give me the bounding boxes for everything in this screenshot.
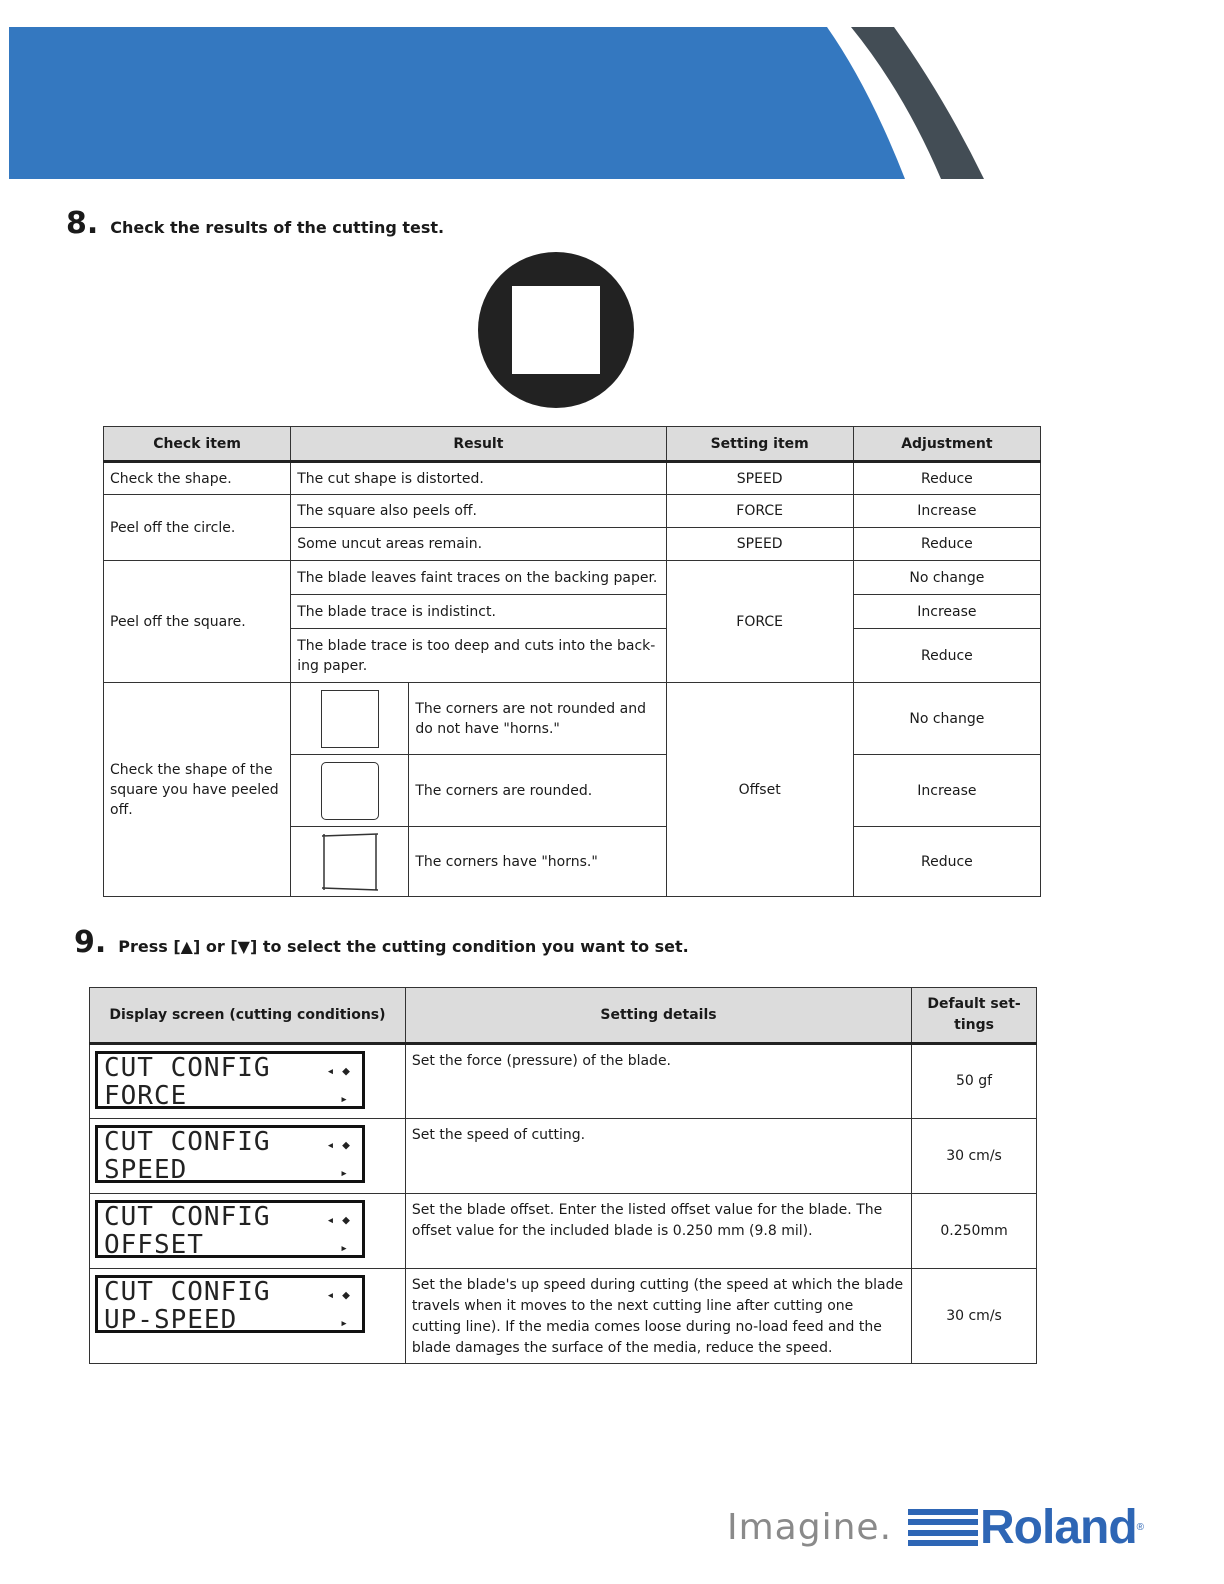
display-screen-cell (90, 1044, 406, 1119)
lcd-line-2: OFFSET (104, 1230, 204, 1260)
banner-blue-shape (9, 27, 905, 179)
default-value-cell: 50 gf (912, 1044, 1037, 1119)
header-banner (9, 27, 989, 179)
up-down-arrow-icon: ◂ ◆ (326, 1213, 350, 1228)
step-number: 8. (66, 206, 99, 241)
result-cell: The blade trace is indistinct. (291, 595, 666, 629)
lcd-display (95, 1200, 365, 1258)
result-cell: Some uncut areas remain. (291, 528, 666, 561)
right-arrow-icon: ▸ (340, 1166, 348, 1181)
setting-details-cell: Set the speed of cutting. (405, 1119, 911, 1194)
lcd-display (95, 1125, 365, 1183)
step-9-heading (74, 925, 689, 960)
result-cell: The blade leaves faint traces on the backing paper. (291, 561, 666, 595)
table-row (104, 495, 1041, 528)
result-cell: The blade trace is too deep and cuts into the back-ing paper. (291, 629, 666, 683)
setting-cell: SPEED (666, 462, 853, 495)
display-screen-cell (90, 1269, 406, 1364)
adjustment-cell: Reduce (853, 528, 1040, 561)
result-cell: The square also peels off. (291, 495, 666, 528)
corner-illustration-cell (291, 755, 409, 827)
rounded-corner-icon (321, 762, 379, 820)
adjustment-cell: No change (853, 561, 1040, 595)
horned-corner-icon (320, 832, 380, 892)
roland-wordmark: Roland (980, 1501, 1137, 1554)
setting-cell: Offset (666, 683, 853, 897)
result-cell: The cut shape is distorted. (291, 462, 666, 495)
lcd-line-1: CUT CONFIG (104, 1202, 271, 1232)
up-down-arrow-icon: ◂ ◆ (326, 1064, 350, 1079)
table-row (104, 683, 1041, 755)
result-cell: The corners are rounded. (409, 755, 666, 827)
adjustment-cell: Increase (853, 495, 1040, 528)
table-row (104, 561, 1041, 595)
lcd-display (95, 1051, 365, 1109)
header-setting-details: Setting details (405, 988, 911, 1044)
table-header-row (90, 988, 1037, 1044)
adjustment-cell: Increase (853, 595, 1040, 629)
setting-details-cell: Set the blade's up speed during cutting (the speed at which the blade travels when it moves to the next cutting line after cutting one cutting line). If the media comes loose during no-load feed and the blade damages the surface of the media, reduce the speed. (405, 1269, 911, 1364)
header-setting-item: Setting item (666, 427, 853, 462)
corner-illustration-cell (291, 683, 409, 755)
table-row (90, 1119, 1037, 1194)
table-row (104, 462, 1041, 495)
header-default-settings: Default set-tings (912, 988, 1037, 1044)
table-row (90, 1044, 1037, 1119)
lcd-line-2: FORCE (104, 1081, 188, 1111)
lcd-line-2: SPEED (104, 1155, 188, 1185)
header-adjustment: Adjustment (853, 427, 1040, 462)
adjustment-cell: Reduce (853, 462, 1040, 495)
table-row (90, 1194, 1037, 1269)
lcd-display (95, 1275, 365, 1333)
lcd-line-1: CUT CONFIG (104, 1277, 271, 1307)
check-item-cell: Check the shape of the square you have peeled off. (104, 683, 291, 897)
setting-cell: FORCE (666, 495, 853, 528)
header-result: Result (291, 427, 666, 462)
cutting-test-shape-icon (477, 251, 635, 409)
up-down-arrow-icon: ◂ ◆ (326, 1138, 350, 1153)
default-value-cell: 0.250mm (912, 1194, 1037, 1269)
cutting-test-check-table (103, 426, 1041, 897)
default-value-cell: 30 cm/s (912, 1119, 1037, 1194)
setting-details-cell: Set the force (pressure) of the blade. (405, 1044, 911, 1119)
result-cell: The corners have "horns." (409, 827, 666, 897)
right-arrow-icon: ▸ (340, 1241, 348, 1256)
right-arrow-icon: ▸ (340, 1316, 348, 1331)
imagine-tagline: Imagine. (727, 1507, 893, 1548)
header-display-screen: Display screen (cutting conditions) (90, 988, 406, 1044)
adjustment-cell: No change (853, 683, 1040, 755)
cutting-conditions-table (89, 987, 1037, 1364)
check-item-cell: Peel off the circle. (104, 495, 291, 561)
header-check-item: Check item (104, 427, 291, 462)
step-instruction: Press [▲] or [▼] to select the cutting condition you want to set. (118, 937, 689, 956)
lcd-line-2: UP-SPEED (104, 1305, 238, 1335)
corner-illustration-cell (291, 827, 409, 897)
setting-details-cell: Set the blade offset. Enter the listed offset value for the blade. The offset value for the included blade is 0.250 mm (9.8 mil). (405, 1194, 911, 1269)
setting-cell: SPEED (666, 528, 853, 561)
default-value-cell: 30 cm/s (912, 1269, 1037, 1364)
roland-logo (727, 1500, 1144, 1555)
lcd-line-1: CUT CONFIG (104, 1053, 271, 1083)
adjustment-cell: Reduce (853, 827, 1040, 897)
step-8-heading (66, 206, 444, 241)
up-down-arrow-icon: ◂ ◆ (326, 1288, 350, 1303)
adjustment-cell: Increase (853, 755, 1040, 827)
registered-mark: ® (1136, 1522, 1145, 1533)
table-header-row (104, 427, 1041, 462)
check-item-cell: Check the shape. (104, 462, 291, 495)
roland-bars-icon (908, 1509, 978, 1547)
display-screen-cell (90, 1119, 406, 1194)
lcd-line-1: CUT CONFIG (104, 1127, 271, 1157)
display-screen-cell (90, 1194, 406, 1269)
step-number: 9. (74, 925, 107, 960)
adjustment-cell: Reduce (853, 629, 1040, 683)
check-item-cell: Peel off the square. (104, 561, 291, 683)
step-instruction: Check the results of the cutting test. (110, 218, 445, 237)
setting-cell: FORCE (666, 561, 853, 683)
right-arrow-icon: ▸ (340, 1092, 348, 1107)
square-corner-icon (321, 690, 379, 748)
result-cell: The corners are not rounded and do not have "horns." (409, 683, 666, 755)
table-row (90, 1269, 1037, 1364)
